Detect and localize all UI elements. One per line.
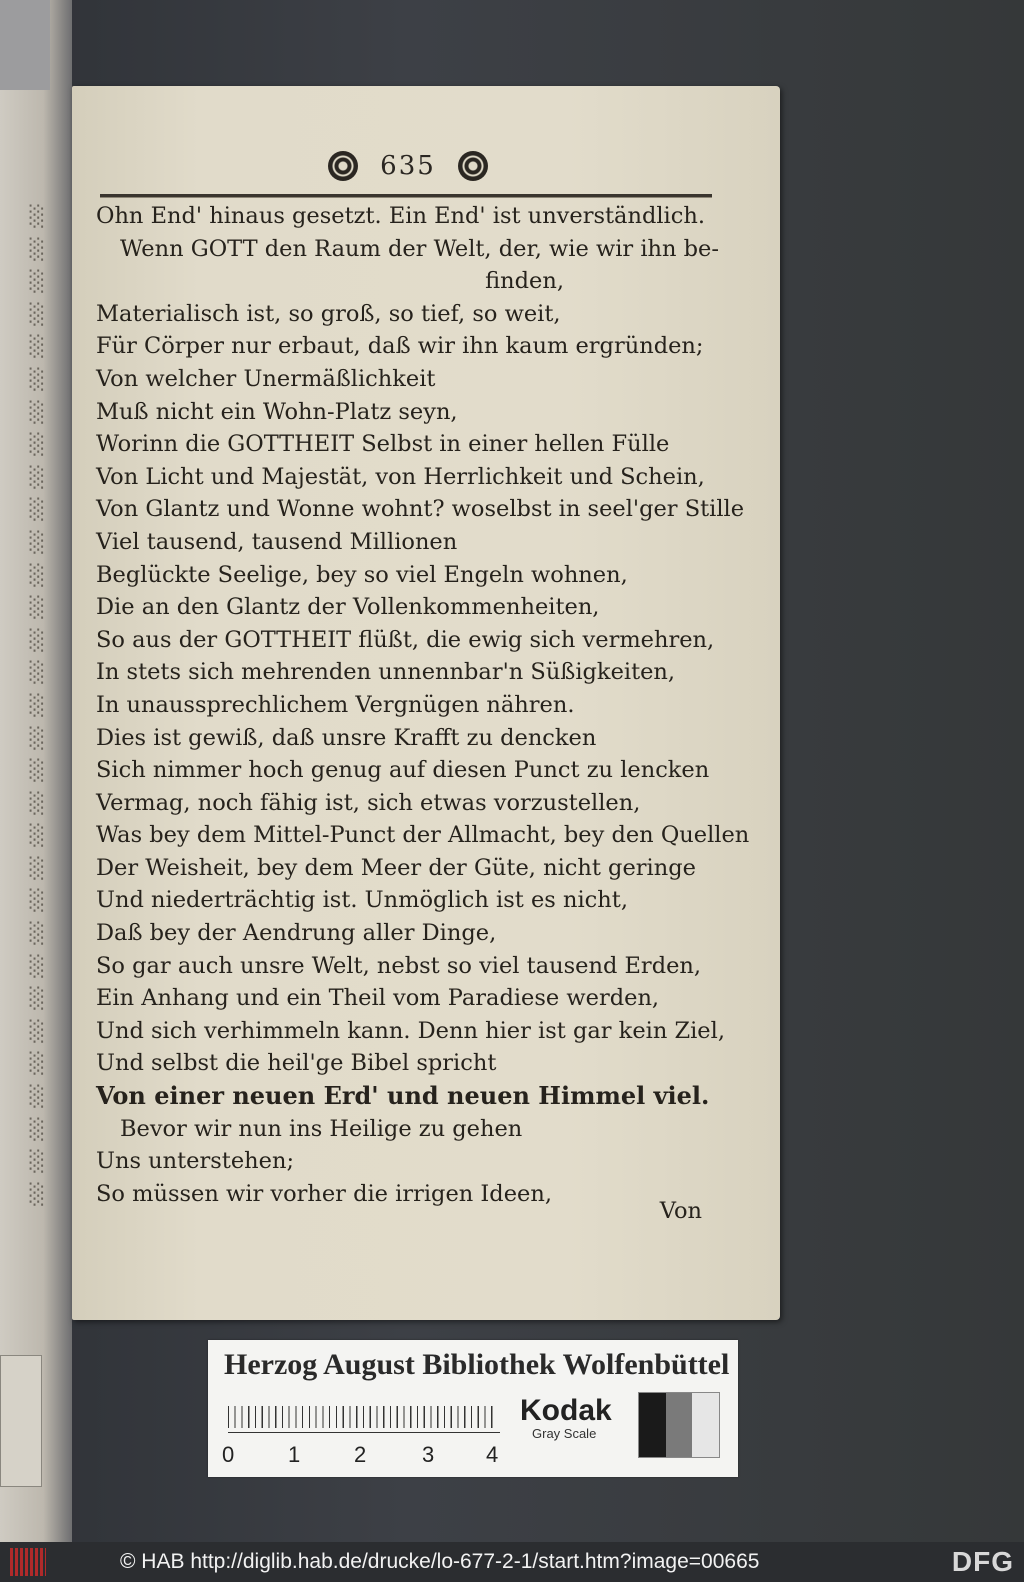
text-line: Uns unterstehen;	[96, 1148, 295, 1175]
facing-page-fragment: ░	[29, 692, 44, 717]
text-line: Beglückte Seelige, bey so viel Engeln wohnen,	[96, 561, 628, 588]
text-line: Dies ist gewiß, daß unsre Krafft zu dencken	[96, 724, 597, 751]
text-line: So aus der GOTTHEIT flüßt, die ewig sich vermehren,	[96, 626, 715, 653]
ornament-left-icon	[328, 151, 358, 181]
facing-page-fragment: ░	[29, 301, 44, 326]
hab-logo-icon	[10, 1548, 46, 1576]
facing-page-fragment: ░	[29, 562, 44, 587]
ruler-baseline	[228, 1432, 500, 1433]
text-line: Muß nicht ein Wohn-Platz seyn,	[96, 398, 458, 425]
scale-label: 3	[422, 1442, 435, 1467]
text-line: Was bey dem Mittel-Punct der Allmacht, bey den Quellen	[96, 822, 750, 849]
text-line: Ein Anhang und ein Theil vom Paradiese werden,	[96, 985, 660, 1012]
facing-page-fragment: ░	[29, 1181, 44, 1206]
facing-page-fragment: ░	[29, 790, 44, 815]
facing-page-shadow	[0, 0, 50, 90]
facing-page-fragment: ░	[29, 1018, 44, 1043]
text-line: Materialisch ist, so groß, so tief, so weit,	[96, 300, 561, 327]
facing-page-fragment: ░	[29, 1084, 44, 1109]
facing-page-fragment: ░	[29, 497, 44, 522]
text-line: Und sich verhimmeln kann. Denn hier ist gar kein Ziel,	[96, 1017, 725, 1044]
text-line: Von welcher Unermäßlichkeit	[96, 365, 436, 392]
text-line: Ohn End' hinaus gesetzt. Ein End' ist unverständlich.	[96, 203, 705, 229]
facing-page-fragment: ░	[29, 725, 44, 750]
scale-label: 0	[222, 1442, 235, 1467]
header-rule	[100, 194, 712, 198]
text-line: Und niederträchtig ist. Unmöglich ist es nicht,	[96, 887, 628, 914]
facing-page-edge	[0, 0, 72, 1542]
gray-patch	[666, 1393, 693, 1457]
facing-page-text-fragments	[0, 200, 44, 1210]
color-calibration-card	[208, 1340, 738, 1477]
text-line: Von Licht und Majestät, von Herrlichkeit und Schein,	[96, 463, 705, 490]
text-line: Wenn GOTT den Raum der Welt, der, wie wir ihn be-	[120, 235, 719, 262]
text-line: Die an den Glantz der Vollenkommenheiten,	[96, 594, 600, 621]
kodak-logo: Kodak	[520, 1394, 612, 1427]
scale-ruler	[226, 1400, 506, 1442]
text-line: So gar auch unsre Welt, nebst so viel tausend Erden,	[96, 952, 702, 979]
facing-page-fragment: ░	[29, 334, 44, 359]
gray-scale-label: Gray Scale	[532, 1426, 597, 1441]
scale-label: 1	[288, 1442, 301, 1467]
facing-page-fragment: ░	[29, 823, 44, 848]
footer-bar	[0, 1542, 1024, 1582]
facing-page-fragment: ░	[29, 529, 44, 554]
text-line: Sich nimmer hoch genug auf diesen Punct zu lencken	[96, 757, 710, 784]
footer-citation: © HAB http://diglib.hab.de/drucke/lo-677-2-1/start.htm?image=00665	[120, 1550, 760, 1573]
page-number: 635	[380, 151, 436, 181]
gray-patches	[638, 1392, 720, 1458]
gray-patch	[692, 1393, 719, 1457]
facing-page-fragment: ░	[29, 986, 44, 1011]
text-line: Von Glantz und Wonne wohnt? woselbst in seel'ger Stille	[96, 496, 745, 523]
gray-patch	[639, 1393, 666, 1457]
facing-page-fragment: ░	[29, 627, 44, 652]
scale-label: 4	[486, 1442, 499, 1467]
facing-page-fragment: ░	[29, 464, 44, 489]
facing-page-fragment: ░	[29, 660, 44, 685]
facing-page-fragment: ░	[29, 1051, 44, 1076]
facing-page-fragment: ░	[29, 1116, 44, 1141]
poem-text	[96, 200, 750, 1210]
facing-page-fragment: ░	[29, 921, 44, 946]
shelf-label	[0, 1355, 42, 1487]
ornament-right-icon	[458, 151, 488, 181]
catchword: Von	[659, 1198, 702, 1224]
text-line: finden,	[485, 268, 564, 295]
facing-page-fragment: ░	[29, 236, 44, 261]
text-line: Für Cörper nur erbaut, daß wir ihn kaum ergründen;	[96, 333, 704, 360]
book-page	[72, 86, 780, 1320]
scale-label: 2	[354, 1442, 367, 1467]
text-line: Daß bey der Aendrung aller Dinge,	[96, 920, 497, 947]
facing-page-fragment: ░	[29, 399, 44, 424]
dfg-logo: DFG	[951, 1546, 1014, 1577]
facing-page-fragment: ░	[29, 888, 44, 913]
facing-page-fragment: ░	[29, 432, 44, 457]
library-name: Herzog August Bibliothek Wolfenbüttel	[224, 1348, 730, 1381]
text-line: Der Weisheit, bey dem Meer der Güte, nicht geringe	[96, 854, 696, 881]
text-line: Vermag, noch fähig ist, sich etwas vorzustellen,	[96, 789, 641, 816]
text-line: Bevor wir nun ins Heilige zu gehen	[120, 1115, 523, 1142]
text-line: So müssen wir vorher die irrigen Ideen,	[96, 1180, 552, 1207]
facing-page-fragment: ░	[29, 758, 44, 783]
text-line: Viel tausend, tausend Millionen	[96, 528, 458, 555]
text-line-emphasis: Von einer neuen Erd' und neuen Himmel viel.	[96, 1081, 710, 1111]
text-line: Und selbst die heil'ge Bibel spricht	[96, 1050, 497, 1077]
text-line: In unaussprechlichem Vergnügen nähren.	[96, 691, 575, 718]
facing-page-fragment: ░	[29, 1149, 44, 1174]
facing-page-fragment: ░	[29, 269, 44, 294]
facing-page-fragment: ░	[29, 366, 44, 391]
facing-page-fragment: ░	[29, 855, 44, 880]
page-header	[318, 146, 498, 186]
facing-page-fragment: ░	[29, 953, 44, 978]
facing-page-fragment: ░	[29, 595, 44, 620]
facing-page-fragment: ░	[29, 204, 44, 228]
text-line: Worinn die GOTTHEIT Selbst in einer hellen Fülle	[96, 431, 670, 458]
text-line: In stets sich mehrenden unnennbar'n Süßigkeiten,	[96, 659, 676, 686]
